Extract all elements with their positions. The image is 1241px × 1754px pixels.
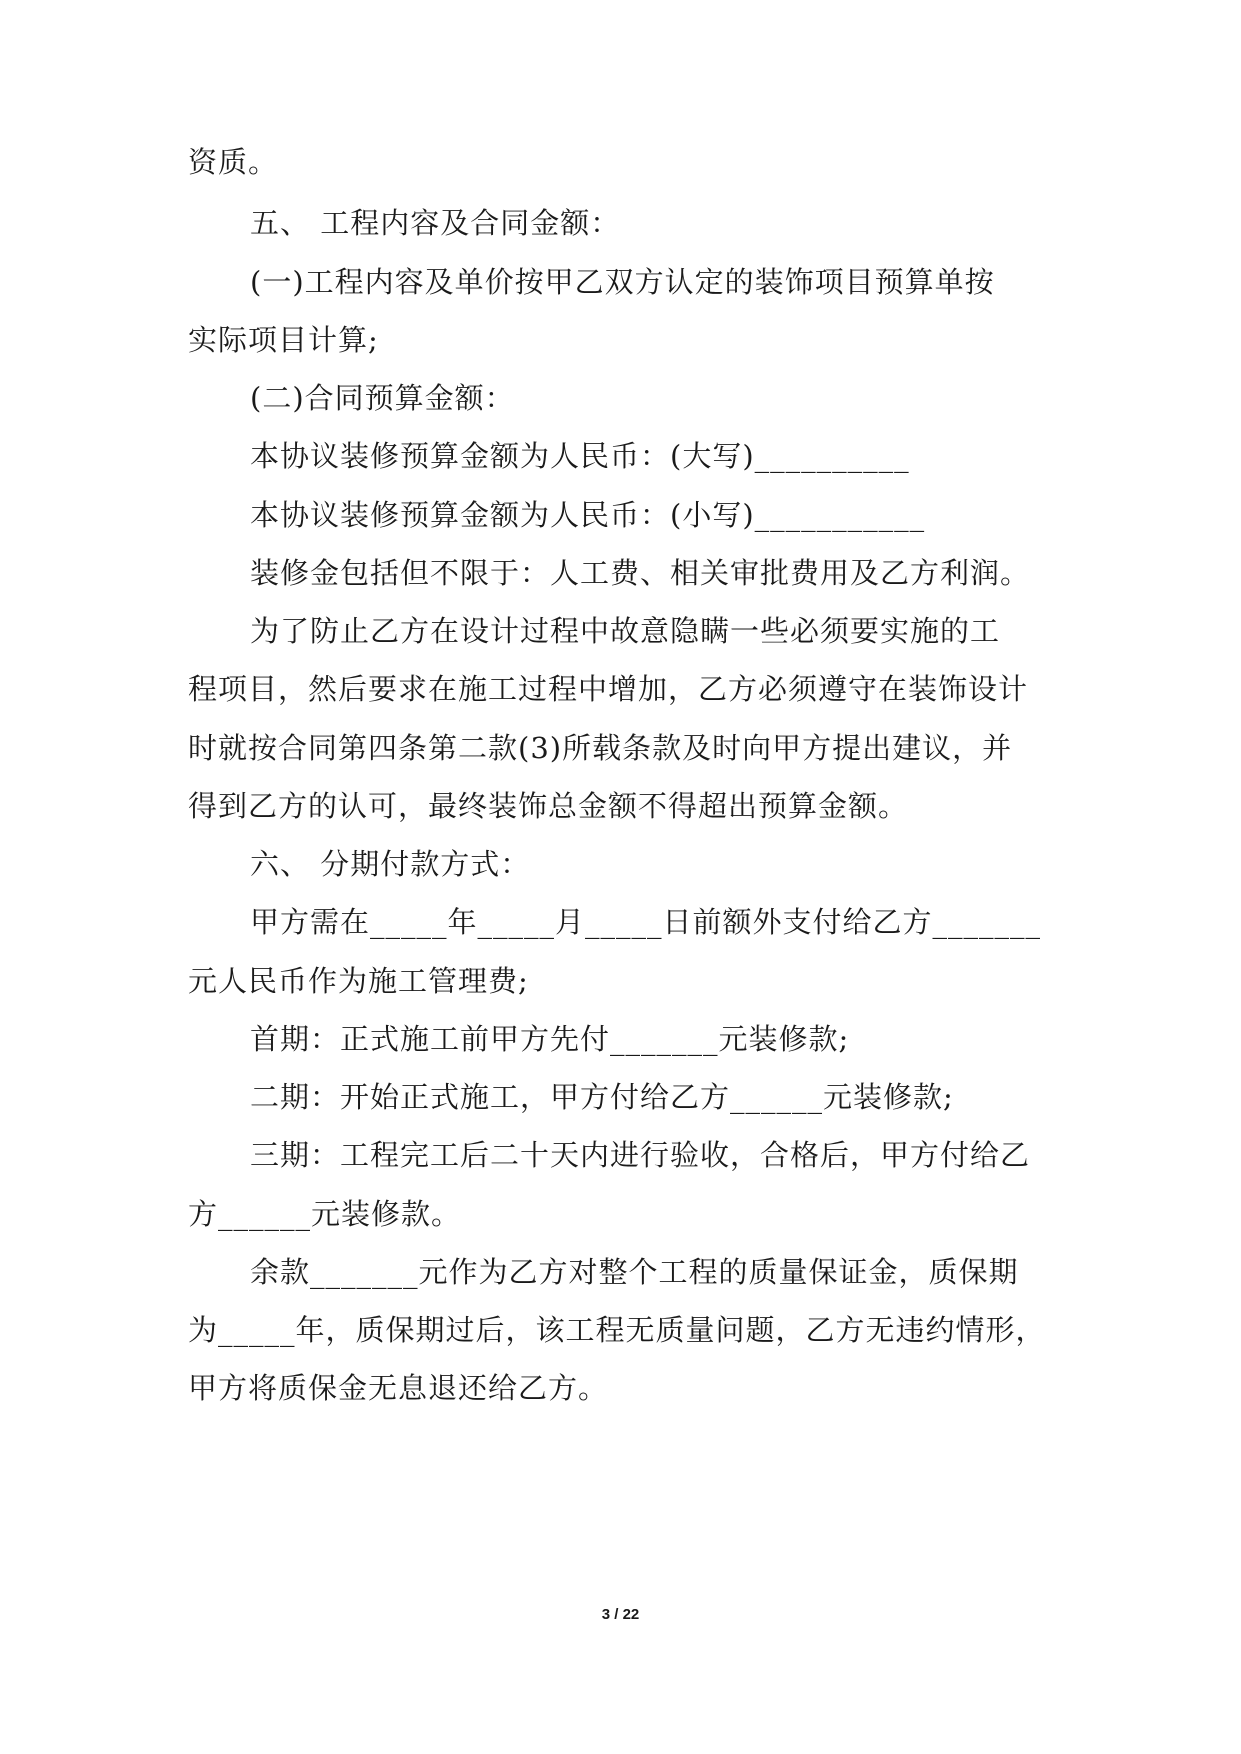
text-line: 实际项目计算; [188,323,379,357]
text-line: 方______元装修款。 [188,1197,462,1231]
text-line: 为_____年，质保期过后，该工程无质量问题，乙方无违约情形， [188,1313,1046,1347]
text-line: 三期：工程完工后二十天内进行验收，合格后，甲方付给乙 [250,1138,1031,1172]
text-line: 甲方将质保金无息退还给乙方。 [188,1371,609,1405]
section-heading-5: 五、 工程内容及合同金额： [250,206,621,240]
page-number: 3 / 22 [601,1606,640,1623]
text-line: (二)合同预算金额： [250,381,515,415]
text-line: 本协议装修预算金额为人民币：(大写)__________ [250,439,910,473]
text-line: 首期：正式施工前甲方先付_______元装修款; [250,1022,850,1056]
text-line: 得到乙方的认可，最终装饰总金额不得超出预算金额。 [188,789,909,823]
text-line: (一)工程内容及单价按甲乙双方认定的装饰项目预算单按 [250,265,995,299]
text-line: 时就按合同第四条第二款(3)所载条款及时向甲方提出建议，并 [188,731,1013,765]
text-line: 余款_______元作为乙方对整个工程的质量保证金，质保期 [250,1255,1019,1289]
text-line: 本协议装修预算金额为人民币：(小写)___________ [250,498,926,532]
text-line: 资质。 [188,145,279,179]
text-line: 二期：开始正式施工，甲方付给乙方______元装修款; [250,1080,954,1114]
section-heading-6: 六、 分期付款方式： [250,847,531,881]
text-line: 程项目，然后要求在施工过程中增加，乙方必须遵守在装饰设计 [188,672,1029,706]
text-line: 甲方需在_____年_____月_____日前额外支付给乙方_______ [250,905,1042,939]
text-line: 元人民币作为施工管理费; [188,964,529,998]
text-line: 为了防止乙方在设计过程中故意隐瞒一些必须要实施的工 [250,614,1001,648]
text-line: 装修金包括但不限于：人工费、相关审批费用及乙方利润。 [250,556,1031,590]
